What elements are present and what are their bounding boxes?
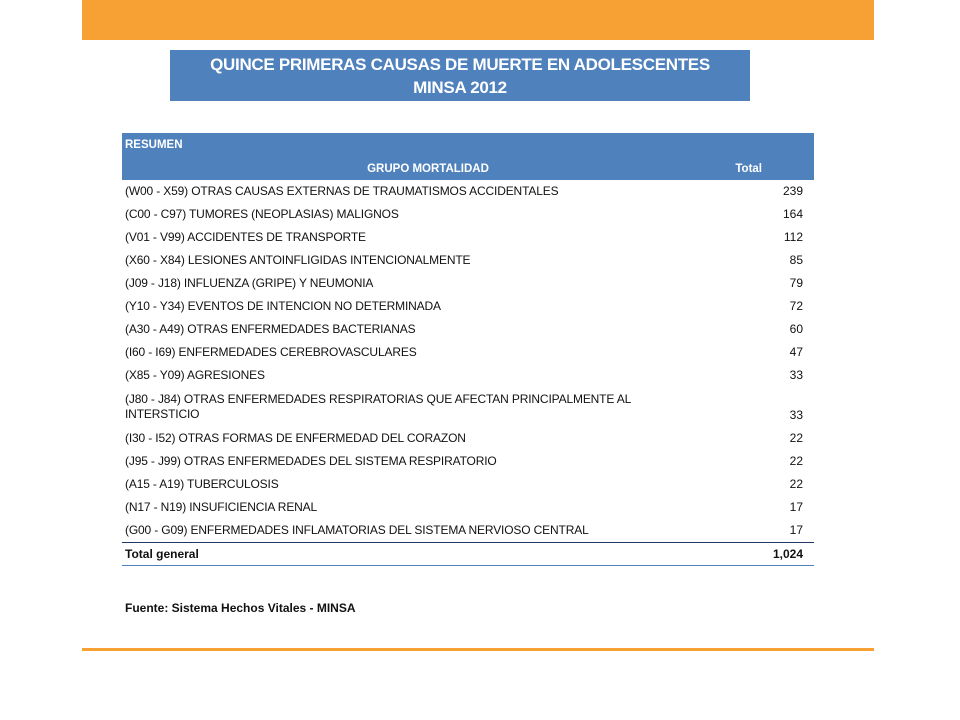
bottom-accent-line [82, 648, 874, 651]
table-row [122, 272, 814, 295]
row-cause: (V01 - V99) ACCIDENTES DE TRANSPORTE [125, 230, 366, 244]
table-row [122, 180, 814, 203]
row-cause: (J80 - J84) OTRAS ENFERMEDADES RESPIRATORIAS QUE AFECTAN PRINCIPALMENTE AL INTERSTICIO [125, 392, 631, 421]
mortality-table [122, 133, 814, 566]
row-total: 22 [789, 454, 803, 468]
section-label: RESUMEN [125, 139, 183, 151]
row-cause: (G00 - G09) ENFERMEDADES INFLAMATORIAS DEL SISTEMA NERVIOSO CENTRAL [125, 523, 589, 537]
table-row [122, 226, 814, 249]
page-title [170, 50, 750, 101]
row-total: 22 [789, 477, 803, 491]
table-row [122, 203, 814, 226]
row-cause: (A15 - A19) TUBERCULOSIS [125, 477, 279, 491]
row-cause: (A30 - A49) OTRAS ENFERMEDADES BACTERIANAS [125, 322, 416, 336]
row-cause: (I30 - I52) OTRAS FORMAS DE ENFERMEDAD DEL CORAZON [125, 431, 466, 445]
table-row [122, 387, 814, 427]
table-row [122, 473, 814, 496]
table-row [122, 364, 814, 387]
grand-total-value: 1,024 [772, 547, 803, 561]
row-cause: (N17 - N19) INSUFICIENCIA RENAL [125, 500, 318, 514]
row-total: 239 [782, 184, 803, 198]
table-row [122, 295, 814, 318]
row-cause: (X60 - X84) LESIONES ANTOINFLIGIDAS INTENCIONALMENTE [125, 253, 471, 267]
row-total: 33 [789, 368, 803, 382]
table-row [122, 341, 814, 364]
table-row [122, 519, 814, 543]
row-total: 60 [789, 322, 803, 336]
column-header-group: GRUPO MORTALIDAD [367, 163, 489, 175]
source-note: Fuente: Sistema Hechos Vitales - MINSA [125, 601, 356, 615]
row-cause: (C00 - C97) TUMORES (NEOPLASIAS) MALIGNOS [125, 207, 399, 221]
row-cause: (J95 - J99) OTRAS ENFERMEDADES DEL SISTEMA RESPIRATORIO [125, 454, 497, 468]
row-total: 112 [783, 230, 803, 244]
column-header-total: Total [735, 163, 762, 175]
row-total: 33 [789, 408, 803, 422]
top-accent-bar [82, 0, 874, 40]
row-total: 17 [789, 523, 803, 537]
table-row [122, 427, 814, 450]
table-row [122, 450, 814, 473]
title-line-1: QUINCE PRIMERAS CAUSAS DE MUERTE EN ADOLESCENTES [210, 55, 710, 74]
row-total: 47 [789, 345, 803, 359]
title-line-2: MINSA 2012 [413, 78, 507, 97]
row-total: 164 [782, 207, 803, 221]
table-header [122, 133, 814, 180]
table-row [122, 249, 814, 272]
row-cause: (X85 - Y09) AGRESIONES [125, 368, 265, 382]
row-total: 85 [789, 253, 803, 267]
row-total: 72 [789, 299, 803, 313]
grand-total-label: Total general [125, 547, 199, 561]
row-cause: (W00 - X59) OTRAS CAUSAS EXTERNAS DE TRAUMATISMOS ACCIDENTALES [125, 184, 559, 198]
table-row [122, 496, 814, 519]
row-cause: (J09 - J18) INFLUENZA (GRIPE) Y NEUMONIA [125, 276, 374, 290]
row-total: 17 [789, 500, 803, 514]
table-row [122, 318, 814, 341]
row-cause: (I60 - I69) ENFERMEDADES CEREBROVASCULARES [125, 345, 417, 359]
row-total: 22 [789, 431, 803, 445]
row-total: 79 [789, 276, 803, 290]
row-cause: (Y10 - Y34) EVENTOS DE INTENCION NO DETERMINADA [125, 299, 441, 313]
grand-total-row [122, 543, 814, 566]
